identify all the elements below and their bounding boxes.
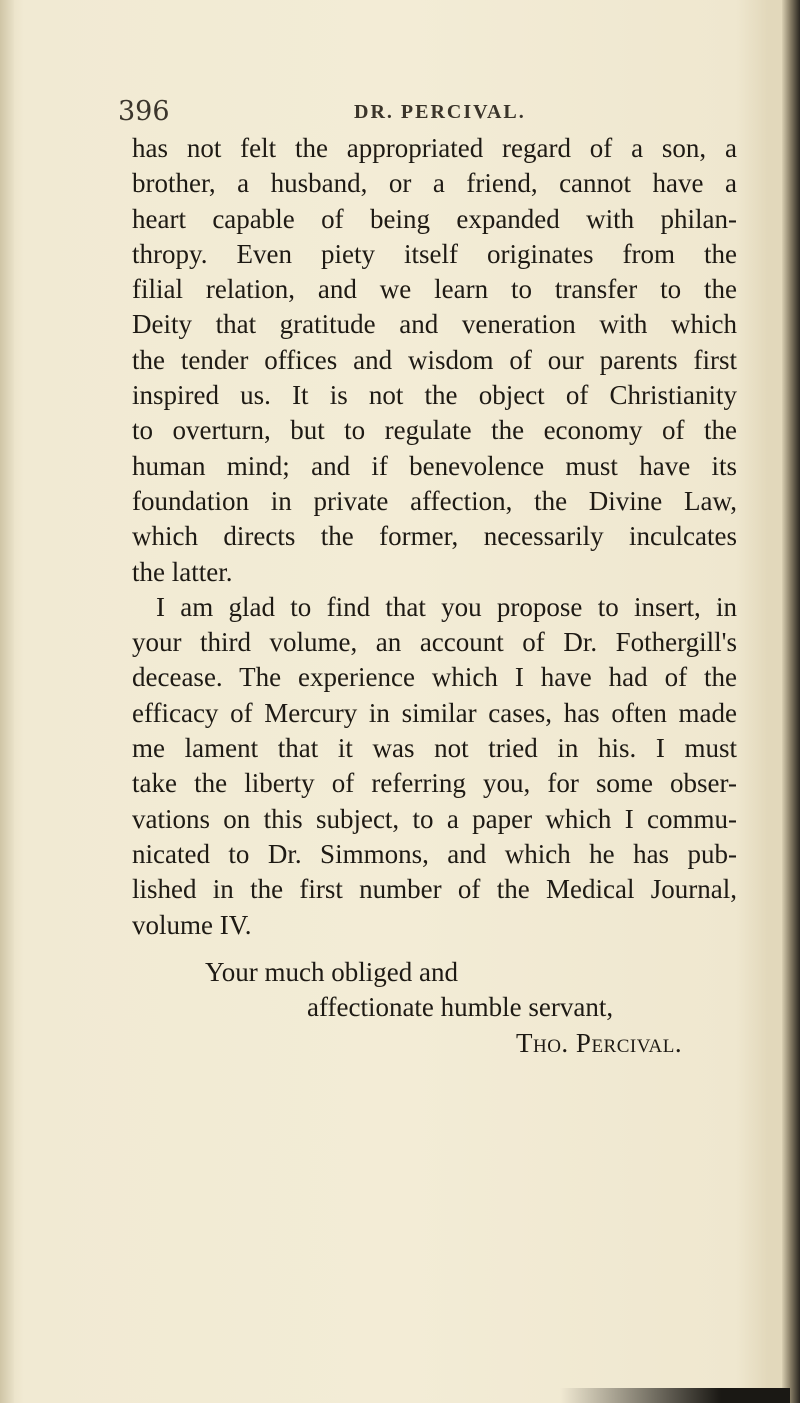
text-line: I am glad to find that you propose to insert, in xyxy=(156,591,737,622)
text-line: filial relation, and we learn to transfer to the xyxy=(132,274,737,305)
text-line: thropy. Even piety itself originates from the xyxy=(132,238,737,269)
page-bottom-shadow xyxy=(560,1388,790,1403)
text-line: efficacy of Mercury in similar cases, has often made xyxy=(132,697,737,728)
text-line: which directs the former, necessarily inculcates xyxy=(132,521,737,552)
text-line: human mind; and if benevolence must have its xyxy=(132,450,737,481)
page-right-edge-shadow xyxy=(782,0,800,1403)
text-line: inspired us. It is not the object of Christianity xyxy=(132,380,737,411)
running-title: DR. PERCIVAL. xyxy=(354,101,526,123)
text-line: vations on this subject, to a paper which I commu- xyxy=(132,803,737,834)
letter-body xyxy=(132,131,737,943)
text-line: nicated to Dr. Simmons, and which he has pub- xyxy=(132,838,737,869)
text-line: the latter. xyxy=(132,556,233,587)
text-line: take the liberty of referring you, for some obser- xyxy=(132,768,737,799)
page-left-edge xyxy=(0,0,14,1403)
text-line: the tender offices and wisdom of our parents first xyxy=(132,344,737,375)
page-number: 396 xyxy=(118,96,170,127)
text-line: heart capable of being expanded with philan- xyxy=(132,203,737,234)
closing-line-2: affectionate humble servant, xyxy=(307,992,614,1022)
text-line: me lament that it was not tried in his. I must xyxy=(132,733,737,764)
signature: Tho. Percival. xyxy=(516,1028,683,1058)
text-line: to overturn, but to regulate the economy of the xyxy=(132,415,737,446)
text-line: Deity that gratitude and veneration with which xyxy=(132,309,737,340)
closing-line-1: Your much obliged and xyxy=(205,957,458,987)
text-line: volume IV. xyxy=(132,909,252,940)
running-head xyxy=(118,96,718,128)
text-line: brother, a husband, or a friend, cannot have a xyxy=(132,168,737,199)
text-line: lished in the first number of the Medical Journal, xyxy=(132,874,737,905)
text-line: your third volume, an account of Dr. Fothergill's xyxy=(132,627,737,658)
text-line: foundation in private affection, the Divine Law, xyxy=(132,485,737,516)
text-line: decease. The experience which I have had of the xyxy=(132,662,737,693)
text-line: has not felt the appropriated regard of a son, a xyxy=(132,133,737,163)
